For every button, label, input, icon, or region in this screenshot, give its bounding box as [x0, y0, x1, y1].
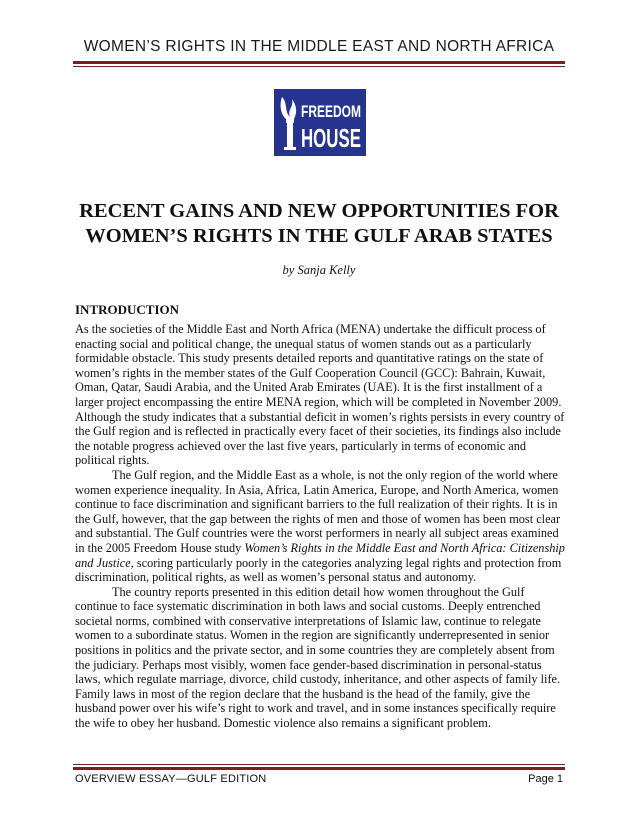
paragraph-1: As the societies of the Middle East and North Africa (MENA) undertake the difficult process of enacting social and political change, the unequal status of women stands out as a particularly formidable obstacle. This study presents detailed reports and quantitative ratings on the state of women’s rights in the member states of the Gulf Cooperation Council (GCC): Bahrain, Kuwait, Oman, Qatar, Saudi Arabia, and the United Arab Emirates (UAE). It is the first installment of a larger project encompassing the entire MENA region, which will be completed in November 2009. Although the study indicates that a substantial deficit in women’s rights persists in every country of the Gulf region and is reflected in practically every facet of their societies, its findings also include the notable progress achieved over the last five years, particularly in terms of economic and political rights.	[75, 322, 565, 468]
logo-line1: FREEDOM	[301, 102, 361, 121]
body-text	[75, 322, 565, 731]
paragraph-2-before: The Gulf region, and the Middle East as a whole, is not the only region of the world where women experience inequality. In Asia, Africa, Latin America, Europe, and North America, women continue to face discrimination and significant barriers to the full realization of their rights. It is in the Gulf, however, that the gap between the rights of men and those of women has been most clear and substantial. The Gulf countries were the worst performers in nearly all subject areas examined in the 2005 Freedom House study	[75, 467, 561, 555]
paragraph-2-after: , scoring particularly poorly in the categories analyzing legal rights and protection from discrimination, political rights, as well as women’s personal status and autonomy.	[75, 555, 562, 585]
footer-rule	[73, 767, 565, 770]
footer-rule-thin	[73, 764, 565, 765]
byline: by Sanja Kelly	[282, 263, 356, 277]
study-title: Women’s Rights in the Middle East and North Africa: Citizenship and Justice	[75, 540, 565, 570]
header-rule-thin	[73, 66, 565, 67]
torch-icon	[274, 89, 366, 156]
running-header: WOMEN’S RIGHTS IN THE MIDDLE EAST AND NORTH AFRICA	[83, 38, 555, 55]
paragraph-2	[75, 468, 565, 585]
page-number: Page 1	[528, 773, 563, 785]
footer-label: OVERVIEW ESSAY—GULF EDITION	[75, 773, 267, 785]
document-title: RECENT GAINS AND NEW OPPORTUNITIES FOR WOMEN’S RIGHTS IN THE GULF ARAB STATES	[79, 200, 559, 247]
freedom-house-logo	[274, 89, 366, 156]
paragraph-3: The country reports presented in this edition detail how women throughout the Gulf continue to face systematic discrimination in both laws and social customs. Deeply entrenched societal norms, combined with conservative interpretations of Islamic law, continue to relegate women to a subordinate status. Women in the region are significantly underrepresented in senior positions in politics and the private sector, and in some countries they are completely absent from the judiciary. Perhaps most visibly, women face gender-based discrimination in personal-status laws, which regulate marriage, divorce, child custody, inheritance, and other aspects of family life. Family laws in most of the region declare that the husband is the head of the family, give the husband power over his wife’s right to work and travel, and in some instances specifically require the wife to obey her husband. Domestic violence also remains a significant problem.	[75, 584, 561, 731]
section-heading: INTRODUCTION	[75, 302, 180, 317]
header-rule	[73, 61, 565, 64]
logo-line2: HOUSE	[301, 123, 361, 153]
